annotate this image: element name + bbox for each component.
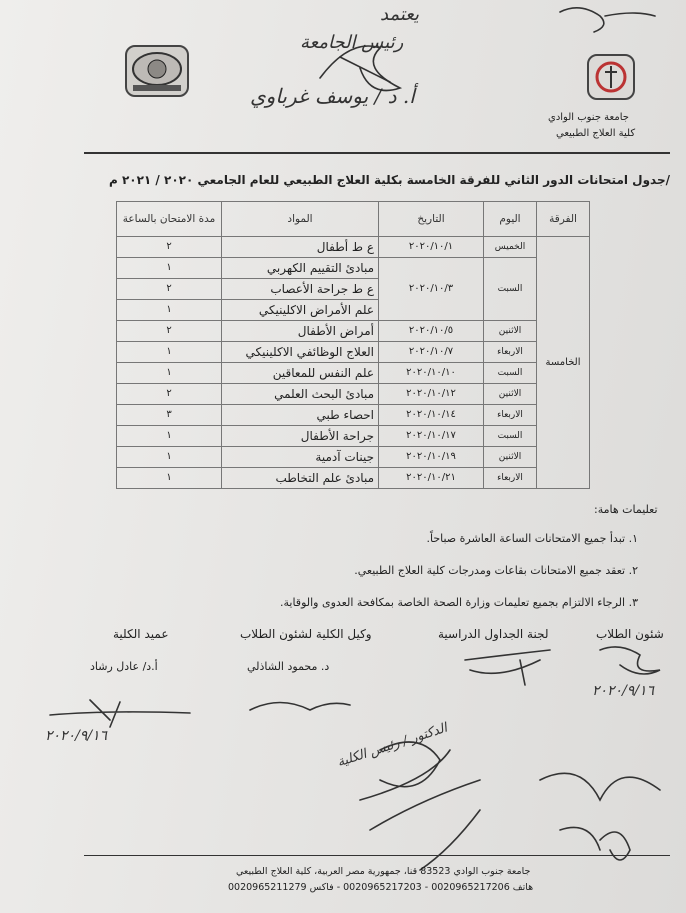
col-subjects: المواد	[222, 202, 379, 237]
exam-schedule-table	[116, 201, 590, 489]
day-cell: السبت	[484, 363, 537, 384]
date-cell: ٢٠٢٠/١٠/١٤	[379, 405, 484, 426]
date-cell: ٢٠٢٠/١٠/١٧	[379, 426, 484, 447]
footer-address: جامعة جنوب الوادي 83523 قنا، جمهورية مصر العربية، كلية العلاج الطبيعي	[236, 866, 531, 877]
date-cell: ٢٠٢٠/١٠/٧	[379, 342, 484, 363]
duration-cell: ١	[117, 447, 222, 468]
subject-cell: مبادئ علم التخاطب	[222, 468, 379, 489]
duration-cell: ١	[117, 426, 222, 447]
table-row	[117, 468, 590, 489]
duration-cell: ٢	[117, 321, 222, 342]
date-cell: ٢٠٢٠/١٠/٢١	[379, 468, 484, 489]
faculty-name: كلية العلاج الطبيعي	[556, 128, 636, 139]
subject-cell: جينات آدمية	[222, 447, 379, 468]
day-cell: الاثنين	[484, 447, 537, 468]
table-row	[117, 342, 590, 363]
handwritten-note-bottom: الدكتور / رئيس الكلية	[335, 720, 450, 771]
subject-cell: مبادئ التقييم الكهربي	[222, 258, 379, 279]
table-row	[117, 426, 590, 447]
table-row	[117, 258, 590, 279]
sig-vice-dean: وكيل الكلية لشئون الطلاب	[240, 627, 372, 641]
dean-name: أ.د/ عادل رشاد	[90, 660, 158, 673]
duration-cell: ٣	[117, 405, 222, 426]
year-cell: الخامسة	[537, 237, 590, 489]
col-year: الفرقة	[537, 202, 590, 237]
date-note-left: ٢٠٢٠/٩/١٦	[45, 728, 108, 744]
duration-cell: ١	[117, 300, 222, 321]
faculty-logo	[587, 54, 635, 100]
subject-cell: أمراض الأطفال	[222, 321, 379, 342]
subject-cell: ع ط جراحة الأعصاب	[222, 279, 379, 300]
table-row	[117, 363, 590, 384]
table-row	[117, 237, 590, 258]
date-cell: ٢٠٢٠/١٠/١	[379, 237, 484, 258]
day-cell: الاثنين	[484, 321, 537, 342]
date-cell: ٢٠٢٠/١٠/٥	[379, 321, 484, 342]
duration-cell: ٢	[117, 279, 222, 300]
vice-dean-name: د. محمود الشاذلي	[247, 660, 330, 673]
duration-cell: ١	[117, 468, 222, 489]
duration-cell: ١	[117, 342, 222, 363]
instructions-title: تعليمات هامة:	[594, 503, 658, 516]
duration-cell: ١	[117, 258, 222, 279]
approval-line-2: رئيس الجامعة	[300, 32, 404, 53]
duration-cell: ٢	[117, 384, 222, 405]
approval-line-3: أ. د / يوسف غرباوي	[250, 84, 415, 108]
day-cell: الاربعاء	[484, 342, 537, 363]
day-cell: السبت	[484, 258, 537, 321]
instruction-item: ١. تبدأ جميع الامتحانات الساعة العاشرة صباحاً.	[426, 532, 638, 545]
day-cell: الاربعاء	[484, 468, 537, 489]
sig-student-affairs: شئون الطلاب	[596, 627, 664, 641]
date-cell: ٢٠٢٠/١٠/١٠	[379, 363, 484, 384]
table-row	[117, 321, 590, 342]
university-emblem-icon	[127, 47, 187, 95]
date-cell: ٢٠٢٠/١٠/١٩	[379, 447, 484, 468]
footer-divider	[84, 855, 670, 856]
schedule-title: /جدول امتحانات الدور الثاني للفرقة الخامسة بكلية العلاج الطبيعي للعام الجامعي ٢٠٢٠ / ٢٠٢١ م	[108, 173, 670, 187]
day-cell: الاربعاء	[484, 405, 537, 426]
sig-schedules-committee: لجنة الجداول الدراسية	[438, 627, 549, 641]
subject-cell: علم النفس للمعاقين	[222, 363, 379, 384]
subject-cell: احصاء طبي	[222, 405, 379, 426]
instruction-item: ٢. تعقد جميع الامتحانات بقاعات ومدرجات كلية العلاج الطبيعي.	[354, 564, 638, 577]
footer-phones: هاتف 0020965217206 - 0020965217203 - فاكس 0020965211279	[228, 882, 534, 893]
col-date: التاريخ	[379, 202, 484, 237]
duration-cell: ١	[117, 363, 222, 384]
subject-cell: مبادئ البحث العلمي	[222, 384, 379, 405]
table-header-row	[117, 202, 590, 237]
day-cell: السبت	[484, 426, 537, 447]
subject-cell: ع ط أطفال	[222, 237, 379, 258]
duration-cell: ٢	[117, 237, 222, 258]
faculty-emblem-icon	[589, 56, 633, 98]
approval-line-1: يعتمد	[380, 4, 419, 25]
university-logo	[125, 45, 189, 97]
subject-cell: جراحة الأطفال	[222, 426, 379, 447]
university-name: جامعة جنوب الوادي	[548, 112, 629, 123]
date-note-right: ٢٠٢٠/٩/١٦	[592, 683, 655, 699]
header-divider	[84, 152, 670, 154]
day-cell: الخميس	[484, 237, 537, 258]
subject-cell: علم الأمراض الاكلينيكي	[222, 300, 379, 321]
table-row	[117, 384, 590, 405]
sig-dean: عميد الكلية	[113, 627, 169, 641]
subject-cell: العلاج الوظائفي الاكلينيكي	[222, 342, 379, 363]
date-cell: ٢٠٢٠/١٠/١٢	[379, 384, 484, 405]
date-cell: ٢٠٢٠/١٠/٣	[379, 258, 484, 321]
table-row	[117, 447, 590, 468]
col-day: اليوم	[484, 202, 537, 237]
table-row	[117, 405, 590, 426]
instruction-item: ٣. الرجاء الالتزام بجميع تعليمات وزارة الصحة الخاصة بمكافحة العدوى والوقاية.	[280, 596, 638, 609]
col-duration: مدة الامتحان بالساعة	[117, 202, 222, 237]
day-cell: الاثنين	[484, 384, 537, 405]
